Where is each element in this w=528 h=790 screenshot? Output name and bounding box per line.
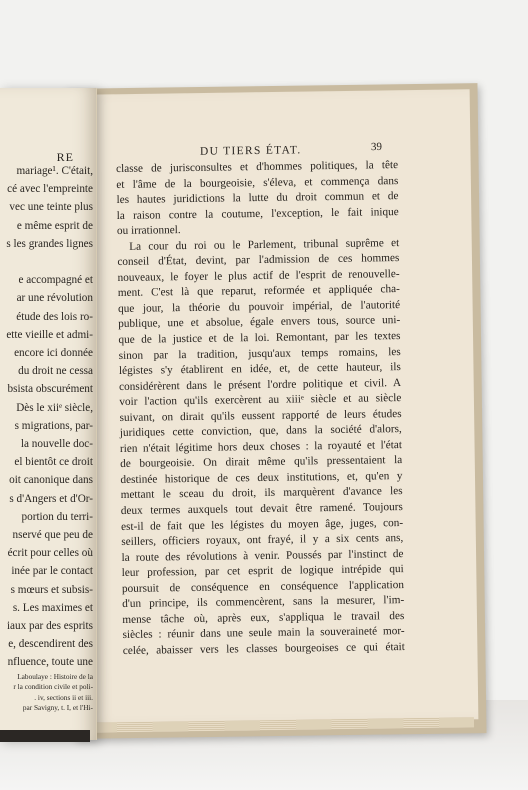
left-text-line: nfluence, toute une: [7, 656, 93, 669]
left-text-line: étude des lois ro-: [16, 310, 93, 323]
left-text-line: e, descendirent des: [8, 638, 93, 651]
left-text-line: nservé que peu de: [12, 529, 93, 542]
text-line: deux termes auxquels tout devait être ramené. Toujours: [120, 501, 403, 517]
text-line: voir l'action qu'ils exercèrent au xiiiᵉ siècle et au siècle: [119, 392, 402, 409]
left-footnote-line: par Savigny, t. I, et l'Hi-: [22, 703, 93, 713]
left-text-line: ar une révolution: [16, 292, 93, 305]
text-line: de bourgeoisie. On dirait même qu'ils pressentaient la: [120, 454, 403, 471]
left-text-line: s d'Angers et d'Or-: [9, 492, 93, 505]
text-line: les hautes juridictions la lutte du droit commun et de: [116, 190, 399, 207]
text-line: mettant le sceau du droit, ils marquèrent d'avance les: [120, 485, 403, 502]
left-text-line: s mœurs et subsis-: [10, 583, 93, 596]
text-line: et l'âme de la bourgeoisie, s'éleva, et commença dans: [116, 174, 399, 191]
left-page-lines: [6, 162, 93, 672]
left-text-line: e accompagné et: [18, 274, 93, 287]
left-page: [0, 88, 97, 740]
left-page-footnotes: [13, 672, 93, 714]
text-line: légistes s'y établirent en idée, et, de cette hauteur, ils: [118, 361, 401, 378]
left-text-line: la nouvelle doc-: [20, 438, 93, 451]
text-line: nouveaux, le foyer le plus actif de l'esprit de renouvelle-: [117, 267, 400, 284]
text-line: leur profession, par cet esprit de logique intrépide qui: [121, 563, 404, 580]
left-text-line: el bientôt ce droit: [14, 456, 93, 469]
text-line: ment. C'est là que reparut, reformée et appliquée cha-: [117, 283, 400, 300]
left-text-line: s migrations, par-: [14, 419, 93, 432]
text-line: La cour du roi ou le Parlement, tribunal suprême et: [129, 236, 400, 253]
left-text-line: Dès le xiiᵉ siècle,: [16, 401, 93, 414]
text-line: suivant, on dirait qu'ils eussent rapporté de leurs études: [119, 407, 402, 424]
left-footnote-line: Laboulaye : Histoire de la: [17, 672, 93, 681]
left-footnote-line: r la condition civile et poli-: [13, 682, 93, 692]
left-text-line: s. Les maximes et: [12, 601, 93, 614]
text-line: que jour, la théorie du pouvoir impérial, de l'autorité: [117, 298, 401, 315]
text-line: celée, abaisser vers les classes bourgeoises ce qui était: [122, 640, 405, 657]
left-text-line: e même esprit de: [16, 219, 93, 232]
text-line: destinée historique de ces deux institutions, et, qu'en y: [120, 469, 403, 486]
text-line: que de la justice et de la loi. Remontant, par les textes: [118, 330, 401, 346]
text-line: sinon par la tradition, jusqu'aux temps romains, les: [118, 345, 401, 362]
left-text-line: du droit ne cessa: [18, 365, 93, 378]
left-text-line: bsista obscurément: [7, 383, 93, 396]
left-text-line: cé avec l'empreinte: [7, 183, 93, 196]
left-text-line: ette vieille et admi-: [6, 328, 93, 341]
left-text-line: iaux par des esprits: [6, 620, 93, 633]
text-line: mense tâche où, après eux, s'appliqua le travail des: [122, 609, 405, 626]
left-footnote-line: . iv, sections ii et iii.: [34, 692, 93, 702]
left-text-line: écrit pour celles où: [7, 547, 93, 560]
text-line: conseil d'État, devint, par l'admission de ces hommes: [117, 252, 400, 269]
left-text-line: s les grandes lignes: [6, 237, 93, 250]
running-head: DU TIERS ÉTAT.: [199, 144, 302, 158]
text-line: ou irrationnel.: [116, 224, 181, 238]
left-text-line: inée par le contact: [11, 565, 93, 578]
left-text-line: portion du terri-: [21, 510, 93, 523]
book-cover-edge: [0, 730, 90, 742]
text-line: d'un principe, ils commencèrent, sans la mesurer, l'im-: [122, 594, 405, 611]
text-line: poursuit de conséquence en conséquence l'application: [121, 578, 405, 595]
text-line: est-il de fait que les légistes du moyen âge, juges, con-: [121, 516, 404, 533]
text-line: publique, une et absolue, égale envers tous, source uni-: [118, 314, 401, 331]
body-text: [116, 158, 405, 659]
text-line: siècles : réunir dans une seule main la souveraineté mor-: [122, 625, 405, 642]
text-line: seillers, officiers royaux, ont frayé, il y a six cents ans,: [121, 532, 404, 549]
left-text-line: encore ici donnée: [14, 347, 93, 360]
left-running-head: RE: [56, 150, 74, 164]
text-line: la route des révolutions à venir. Poussés par l'instinct de: [121, 547, 404, 564]
text-line: classe de jurisconsultes et d'hommes politiques, la tête: [116, 159, 399, 175]
text-line: considérèrent dans le présent l'ordre politique et civil. A: [119, 376, 402, 393]
page-number: 39: [370, 140, 383, 154]
left-text-line: vec une teinte plus: [9, 201, 93, 214]
left-text-line: oit canonique dans: [9, 474, 93, 487]
text-line: rien n'était légitime hors deux choses : la royauté et l'état: [119, 438, 403, 455]
text-line: juridiques cette conviction, que, dans la société d'alors,: [119, 423, 402, 440]
text-line: la raison contre la coutume, l'exception, le fait inique: [116, 205, 399, 222]
left-text-line: mariage¹. C'était,: [16, 165, 93, 177]
left-text-line: [6, 253, 93, 271]
